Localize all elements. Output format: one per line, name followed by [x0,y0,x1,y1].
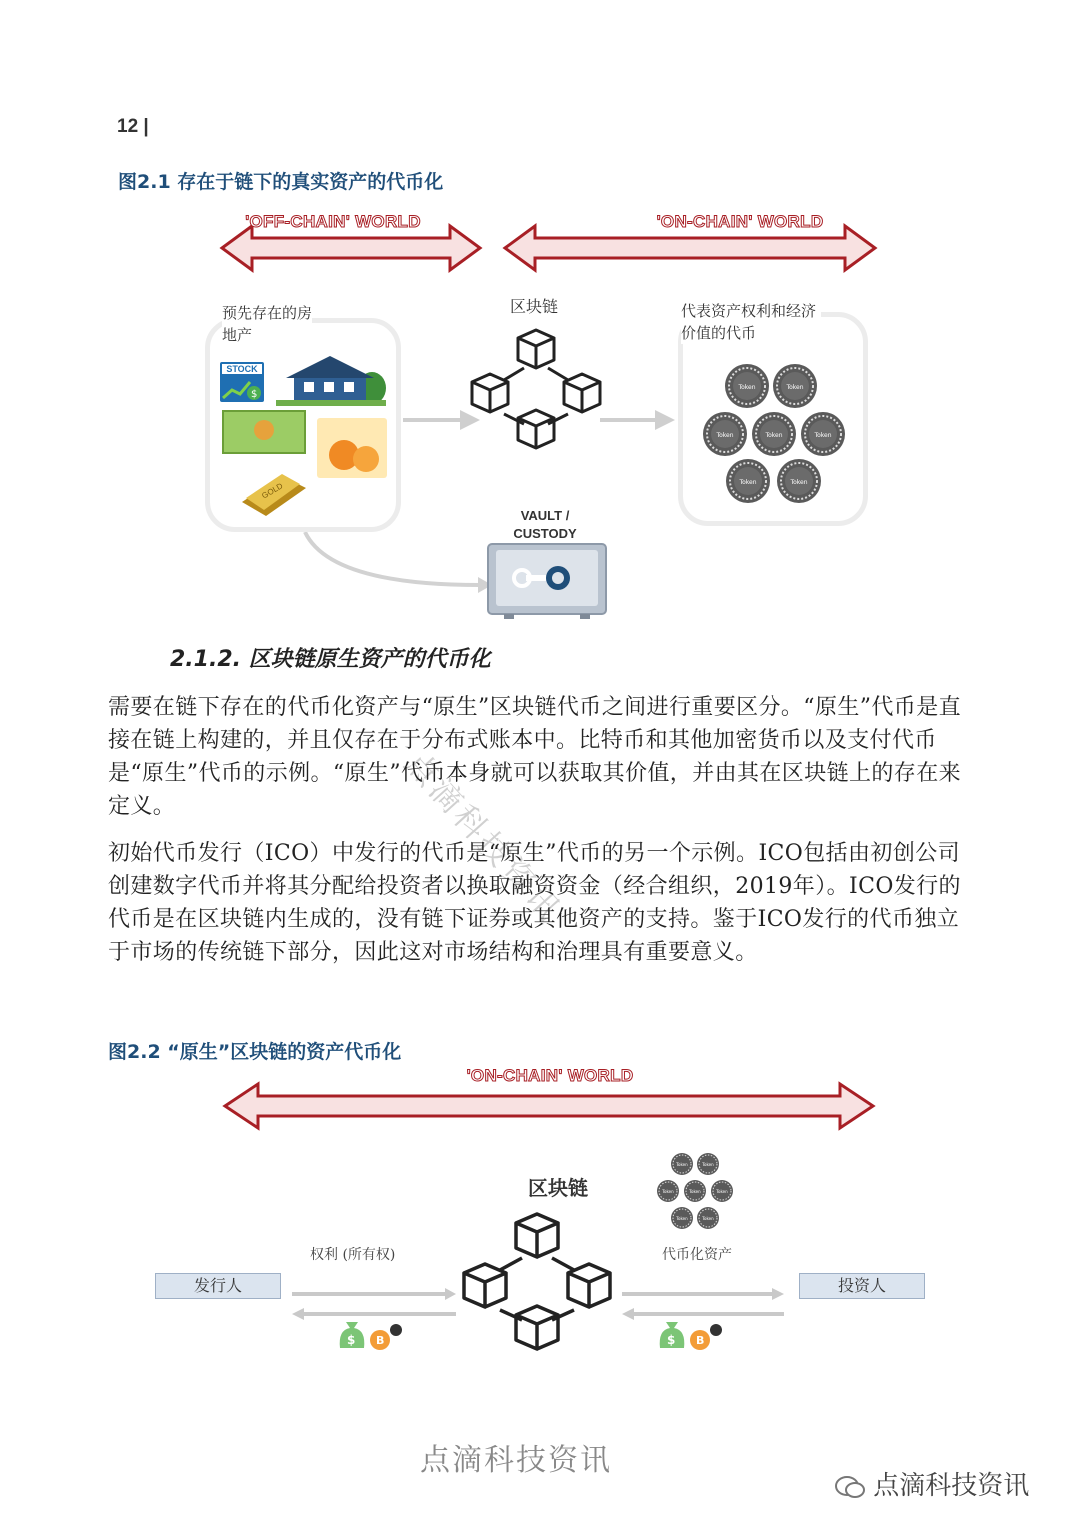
vault-label: VAULT / CUSTODY [513,508,577,541]
svg-text:Token: Token [662,1189,674,1194]
svg-text:Token: Token [676,1162,688,1167]
on-chain-arrow [505,226,875,270]
token-coin [725,364,769,408]
blockchain-label: 区块链 [510,297,559,316]
svg-text:B: B [376,1334,385,1347]
svg-text:B: B [696,1334,705,1347]
on-chain-label: 'ON-CHAIN' WORLD [656,212,824,231]
token-cluster-small [652,1150,742,1234]
svg-text:$: $ [667,1333,676,1347]
token-coin [801,412,845,456]
svg-text:$: $ [347,1333,356,1347]
paragraph: 初始代币发行（ICO）中发行的代币是“原生”代币的另一个示例。ICO包括由初创公司创建数字代币并将其分配给投资者以换取融资资金（经合组织，2019年）。ICO发行的代币是在区块链内生成的，没有链下证券或其他资产的支持。鉴于ICO发行的代币独立于市场的传统链下部分，因此这对市场结构和治理具有重要意义。 [108,841,961,965]
tokenized-assets-label: 代币化资产 [662,1247,732,1263]
svg-text:Token: Token [716,1189,728,1194]
rights-label: 权利 (所有权) [310,1247,396,1263]
svg-text:$: $ [251,389,258,400]
svg-text:GOLD: GOLD [260,481,285,501]
page-number: 12 | [117,116,149,137]
section-body [108,691,968,983]
vault-icon [486,542,608,620]
token-assets-label: 代表资产权利和经济价值的代币 [681,300,821,344]
svg-text:Token: Token [790,479,808,486]
token-coin [697,1207,719,1229]
svg-text:Token: Token [702,1162,714,1167]
svg-text:Token: Token [814,432,832,439]
rights-arrow [292,1288,456,1300]
blockchain-icon [470,324,602,454]
token-coin [777,459,821,503]
wechat-icon [835,1475,865,1499]
money-icons-left [336,1318,406,1352]
token-coin [671,1153,693,1175]
token-coin [773,364,817,408]
token-coin [703,412,747,456]
token-coin [711,1180,733,1202]
paragraph: 需要在链下存在的代币化资产与“原生”区块链代币之间进行重要区分。“原生”代币是直接在链上构建的，并且仅存在于分布式账本中。比特币和其他加密货币以及支付代币是“原生”代币的示例。“原生”代币本身就可以获取其价值，并由其在区块链上的存在来定义。 [108,695,961,819]
issuer-box: 发行人 [155,1273,281,1299]
stock-image: STOCK $ [220,362,264,402]
section-heading: 2.1.2. 区块链原生资产的代币化 [170,647,491,672]
real-estate-label: 预先存在的房地产 [222,304,313,344]
investor-box: 投资人 [799,1273,925,1299]
orange-image [317,418,387,478]
token-arrow [622,1288,784,1300]
house-image [276,354,386,406]
money-image [222,410,306,454]
token-coin [726,459,770,503]
flow-arrow-to-tokens [600,410,675,430]
token-coin [684,1180,706,1202]
figure-title: 图2.1 存在于链下的真实资产的代币化 [118,171,444,193]
svg-text:Token: Token [738,384,756,391]
off-chain-arrow [222,226,480,270]
money-icons-right [656,1318,726,1352]
svg-text:Token: Token [786,384,804,391]
on-chain-arrow [225,1084,873,1128]
flow-arrow-to-vault [305,532,480,585]
token-coin [657,1180,679,1202]
gold-bar-image [238,462,310,520]
svg-text:Token: Token [716,432,734,439]
token-coin [752,412,796,456]
bottom-watermark: 点滴科技资讯 [420,1443,612,1478]
flow-arrow-to-blockchain [403,410,480,430]
diagonal-watermark: 点滴科技资讯 [397,744,571,930]
token-coin [671,1207,693,1229]
svg-text:Token: Token [765,432,783,439]
off-chain-label: 'OFF-CHAIN' WORLD [245,212,421,231]
on-chain-label: 'ON-CHAIN' WORLD [466,1066,634,1085]
token-coin [697,1153,719,1175]
svg-text:Token: Token [689,1189,701,1194]
svg-text:Token: Token [676,1216,688,1221]
token-cluster [690,358,860,508]
blockchain-icon [462,1208,612,1356]
corner-watermark: 点滴科技资讯 [835,1465,1029,1502]
svg-text:Token: Token [702,1216,714,1221]
svg-text:Token: Token [739,479,757,486]
blockchain-label: 区块链 [528,1176,588,1200]
figure-title: 图2.2 “原生”区块链的资产代币化 [108,1041,402,1063]
